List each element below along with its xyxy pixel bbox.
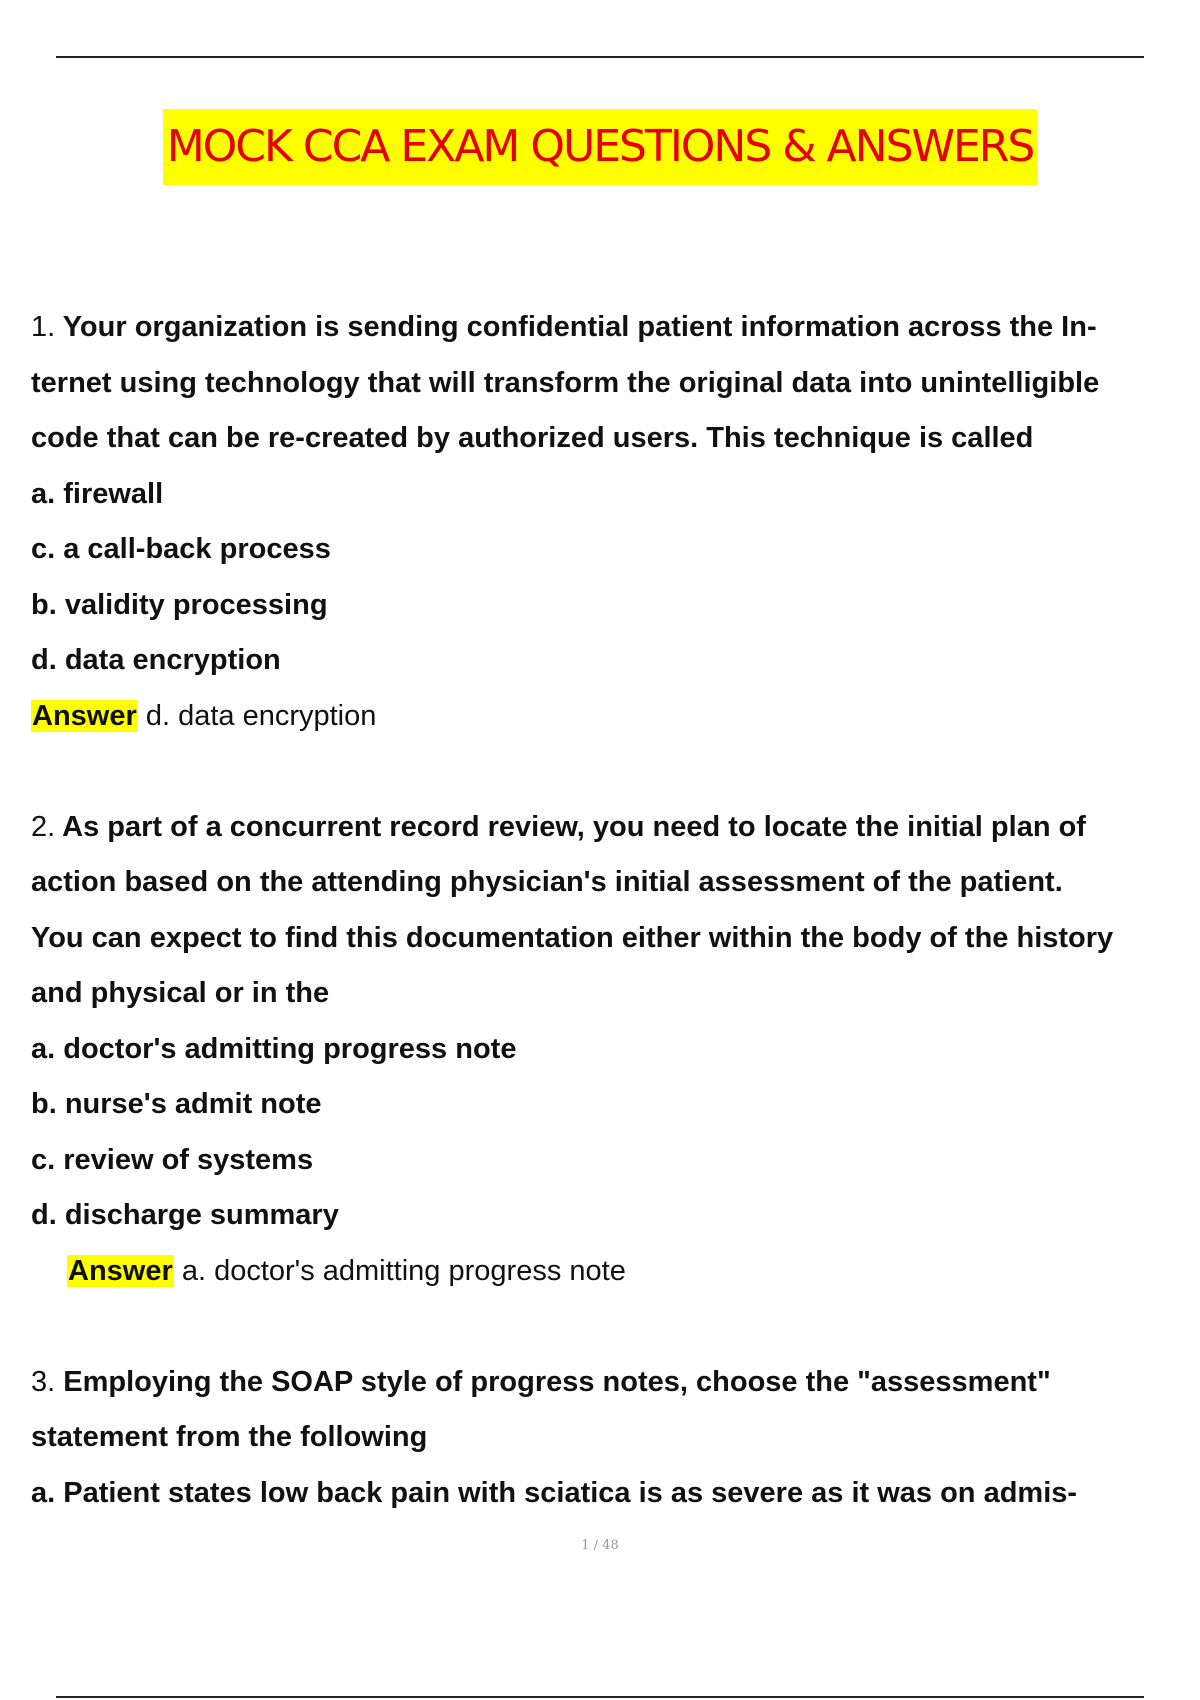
answer-option: a. Patient states low back pain with sciatica is as severe as it was on admis- xyxy=(31,1476,1078,1509)
answer-option: c. a call-back process xyxy=(31,533,331,565)
title-container xyxy=(0,109,1200,185)
question-stem-text: Employing the SOAP style of progress notes, choose the "assessment" xyxy=(63,1365,1051,1398)
answer-line xyxy=(31,1244,1200,1300)
question-stem-line xyxy=(31,300,1200,356)
question-1 xyxy=(31,300,1200,744)
question-stem-line: action based on the attending physician's initial assessment of the patient. xyxy=(31,866,1063,898)
answer-option: b. validity processing xyxy=(31,588,328,621)
answer-line xyxy=(31,689,1200,745)
question-stem-line xyxy=(31,800,1200,856)
answer-text: d. data encryption xyxy=(145,699,377,732)
answer-option: c. review of systems xyxy=(31,1143,314,1176)
question-number: 3. xyxy=(31,1365,56,1398)
question-stem-line: You can expect to find this documentation either within the body of the history xyxy=(31,921,1114,954)
question-3 xyxy=(31,1355,1200,1522)
page-number: 1 / 48 xyxy=(581,1538,619,1553)
question-stem-line: and physical or in the xyxy=(31,977,330,1009)
question-spacer xyxy=(31,744,1200,800)
answer-text: a. doctor's admitting progress note xyxy=(181,1254,626,1287)
questions-content xyxy=(31,300,1200,1521)
question-stem-line: statement from the following xyxy=(31,1421,428,1453)
question-stem-line: ternet using technology that will transform the original data into unintelligible xyxy=(31,366,1100,399)
top-rule xyxy=(56,56,1144,58)
bottom-rule xyxy=(56,1696,1144,1698)
answer-option: b. nurse's admit note xyxy=(31,1088,322,1120)
question-stem-text: Your organization is sending confidential patient information across the In- xyxy=(62,311,1097,343)
question-stem-text: As part of a concurrent record review, you need to locate the initial plan of xyxy=(62,810,1086,843)
answer-option: d. discharge summary xyxy=(31,1199,339,1231)
question-stem-line xyxy=(31,1355,1200,1411)
question-number: 2. xyxy=(31,810,56,843)
answer-option: d. data encryption xyxy=(31,644,281,676)
document-title: MOCK CCA EXAM QUESTIONS & ANSWERS xyxy=(163,109,1038,185)
answer-option: a. firewall xyxy=(31,477,164,510)
question-stem-line: code that can be re-created by authorized users. This technique is called xyxy=(31,422,1034,454)
answer-label: Answer xyxy=(68,1254,173,1287)
answer-option: a. doctor's admitting progress note xyxy=(31,1032,517,1065)
question-2 xyxy=(31,800,1200,1300)
answer-label: Answer xyxy=(32,699,137,732)
question-number: 1. xyxy=(31,311,56,343)
question-spacer xyxy=(31,1299,1200,1355)
